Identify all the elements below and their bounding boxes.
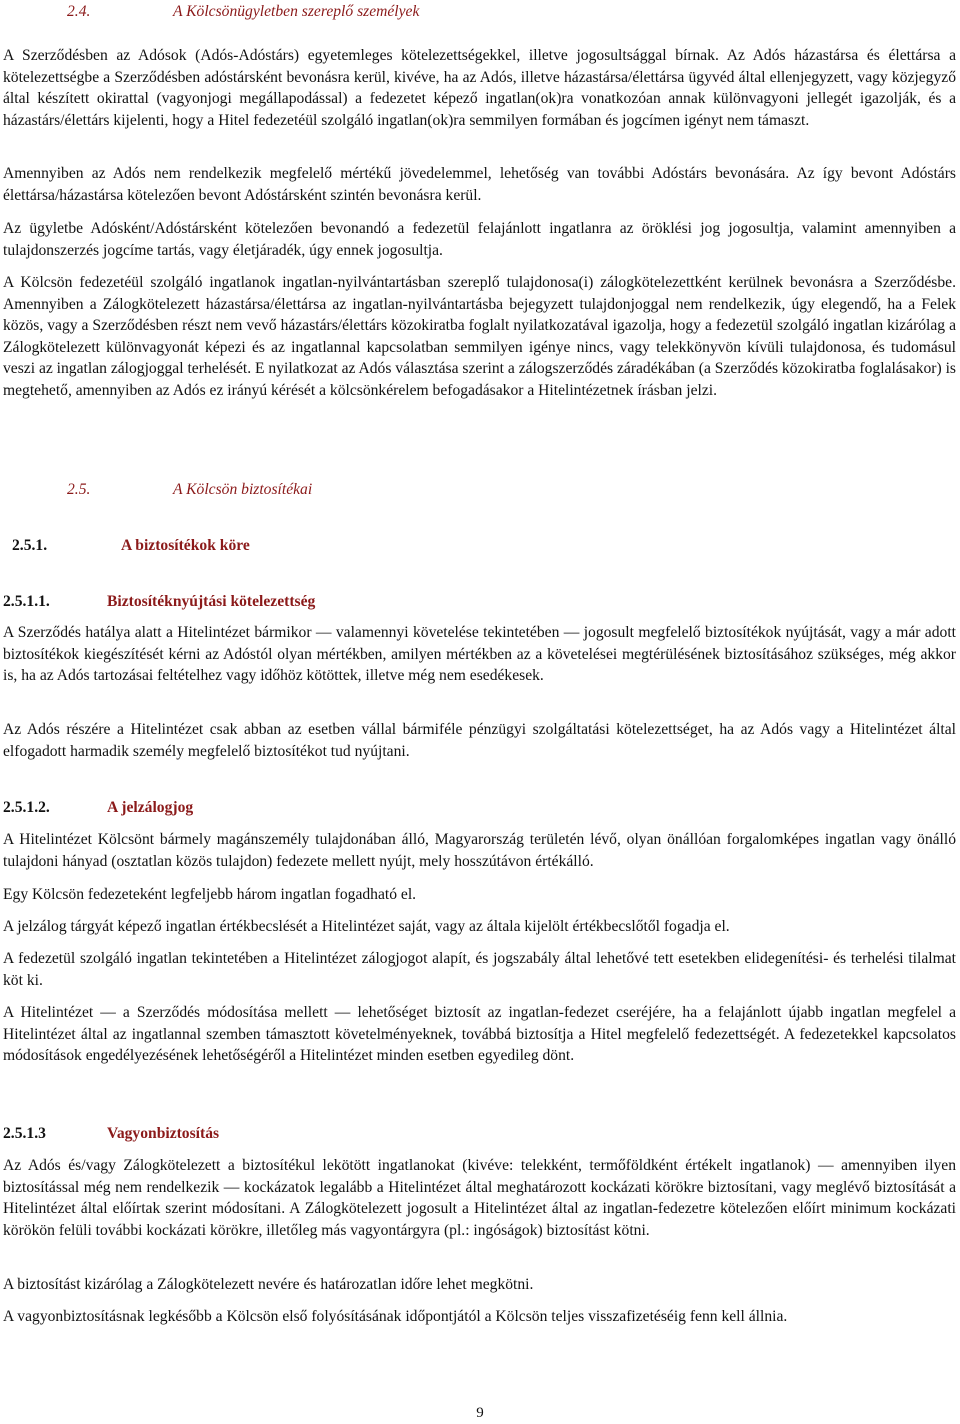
section-number: 2.5.1.	[12, 537, 48, 554]
paragraph: Amennyiben az Adós nem rendelkezik megfelelő mértékű jövedelemmel, lehetőség van további Adóstárs bevonására. Az így bevont Adóstárs élettársa/házastársa kötelezően bevont Adóstársként szintén bevonásra kerül.	[3, 165, 956, 204]
section-number: 2.5.1.3	[3, 1125, 46, 1142]
section-number: 2.5.1.1.	[3, 593, 50, 610]
section-number: 2.5.	[67, 481, 91, 498]
section-number: 2.4.	[67, 3, 91, 20]
paragraph: A Szerződésben az Adósok (Adós-Adóstárs) egyetemleges kötelezettségekkel, illetve jogosultsággal bírnak. Az Adós házastársa és élettársa a kötelezettségbe a Szerződésben adóstársként bevonásra kerül, kivéve, ha az Adós, illetve házastársa/élettársa ügyvéd által ellenjegyzett, vagy közjegyző által készített okirattal (vagyonjogi megállapodással) a fedezetet képező ingatlan(ok)ra vonatkozóan annak különvagyoni jellegét igazolják, és a házastárs/élettárs kijelenti, hogy a Hitel fedezetéül szolgáló ingatlan(ok)ra semmilyen formában és jogcímen igényt nem támaszt.	[3, 47, 956, 129]
section-title: A Kölcsön biztosítékai	[173, 481, 313, 498]
paragraph: Az Adós és/vagy Zálogkötelezett a biztosítékul lekötött ingatlanokat (kivéve: telekként, termőföldként értékelt ingatlanok) — amennyiben ilyen biztosítással még nem rendelkezik — kockázatok legalább a Hitelintézet által meghatározott kockázati körökre biztosítani, vagy meglévő biztosítását a Hitelintézet által előírtak szerint módosítani. A Zálogkötelezett jogosult a Hitelintézet által az ingatlan-fedezetre kötelezően előírt minimum kockázati körökön felüli további kockázati körökre, illetőleg más vagyontárgyra (pl.: ingóságok) biztosítást kötni.	[3, 1157, 956, 1239]
paragraph: A vagyonbiztosításnak legkésőbb a Kölcsön első folyósításának időpontjától a Kölcsön teljes visszafizetéséig fenn kell állnia.	[3, 1308, 788, 1325]
paragraph: A Szerződés hatálya alatt a Hitelintézet bármikor — valamennyi követelése tekintetében — jogosult megfelelő biztosítékok nyújtását, vagy a már adott biztosítékok kiegészítését kérni az Adóstól olyan mértékben, amilyen mértékben az a követelései megtérülésének biztosításához szükséges, még akkor is, ha az Adós tartozásai feltételhez vagy időhöz kötöttek, illetve még nem esedékesek.	[3, 624, 956, 684]
paragraph: Egy Kölcsön fedezeteként legfeljebb három ingatlan fogadható el.	[3, 886, 417, 903]
section-title: Vagyonbiztosítás	[107, 1125, 220, 1142]
section-title: Biztosítéknyújtási kötelezettség	[107, 593, 316, 610]
section-number: 2.5.1.2.	[3, 799, 50, 816]
section-title: A jelzálogjog	[107, 799, 194, 816]
section-heading-2-5-1-2	[3, 797, 803, 818]
section-heading-2-5	[67, 479, 867, 500]
paragraph: Az ügyletbe Adósként/Adóstársként kötelezően bevonandó a fedezetül felajánlott ingatlanra az öröklési jog jogosultja, valamint amennyiben a tulajdonszerzés jogcíme tartás, vagy életjáradék, úgy ennek jogosultja.	[3, 220, 956, 259]
page-number: 9	[476, 1405, 484, 1421]
section-heading-2-5-1-3	[3, 1123, 803, 1144]
paragraph: A Hitelintézet — a Szerződés módosítása mellett — lehetőséget biztosít az ingatlan-fedezet cseréjére, ha a felajánlott újabb ingatlan megfelel a Hitelintézet által az ingatlannal szemben támasztott követelményeknek, továbbá biztosítja a Hitel megfelelő fedezettségét. A fedezetekkel kapcsolatos módosítások engedélyezésének lehetőségéről a Hitelintézet minden esetben egyedileg dönt.	[3, 1004, 956, 1064]
section-heading-2-5-1-1	[3, 591, 803, 612]
paragraph: A Hitelintézet Kölcsönt bármely magánszemély tulajdonában álló, Magyarország területén lévő, olyan önállóan forgalomképes ingatlan vagy önálló tulajdoni hányad (osztatlan közös tulajdon) fedezete mellett nyújt, mely hosszútávon értékálló.	[3, 831, 956, 870]
section-title: A Kölcsönügyletben szereplő személyek	[173, 3, 420, 20]
paragraph: Az Adós részére a Hitelintézet csak abban az esetben vállal bármiféle pénzügyi szolgáltatási kötelezettséget, ha az Adós vagy a Hitelintézet által elfogadott harmadik személy megfelelő biztosítékot tud nyújtani.	[3, 721, 956, 760]
paragraph: A jelzálog tárgyát képező ingatlan értékbecslését a Hitelintézet saját, vagy az általa kijelölt értékbecslőtől fogadja el.	[3, 918, 730, 935]
paragraph: A Kölcsön fedezetéül szolgáló ingatlanok ingatlan-nyilvántartásban szereplő tulajdonosa(i) zálogkötelezettként kerülnek bevonásra a Szerződésbe. Amennyiben a Zálogkötelezett házastársa/élettársa az ingatlan-nyilvántartásba bejegyzett tulajdonjoggal nem rendelkezik, úgy elegendő, ha a Felek közös, vagy a Szerződésben részt nem vevő házastárs/élettárs közokiratba foglalt nyilatkozatával igazolja, hogy a fedezetül szolgáló ingatlan kizárólag a Zálogkötelezett különvagyonát képezi és az ingatlannal kapcsolatban semmilyen igénye nincs, vagy telekkönyvön kívüli tulajdonosa, és tudomásul veszi az ingatlan zálogjoggal terhelését. E nyilatkozat az Adós választása szerint a zálogszerződés záradékában (a Szerződés közokiratba foglalásakor) is megtehető, amennyiben az Adós ez irányú kérését a kölcsönkérelem befogadásakor a Hitelintézetnek írásban jelzi.	[3, 274, 956, 399]
paragraph: A fedezetül szolgáló ingatlan tekintetében a Hitelintézet zálogjogot alapít, és jogszabály által lehetővé tett esetekben elidegenítési- és terhelési tilalmat köt ki.	[3, 950, 956, 989]
section-heading-2-4	[67, 1, 867, 22]
section-heading-2-5-1	[12, 535, 812, 556]
section-title: A biztosítékok köre	[121, 537, 250, 554]
paragraph: A biztosítást kizárólag a Zálogkötelezett nevére és határozatlan időre lehet megkötni.	[3, 1276, 534, 1293]
